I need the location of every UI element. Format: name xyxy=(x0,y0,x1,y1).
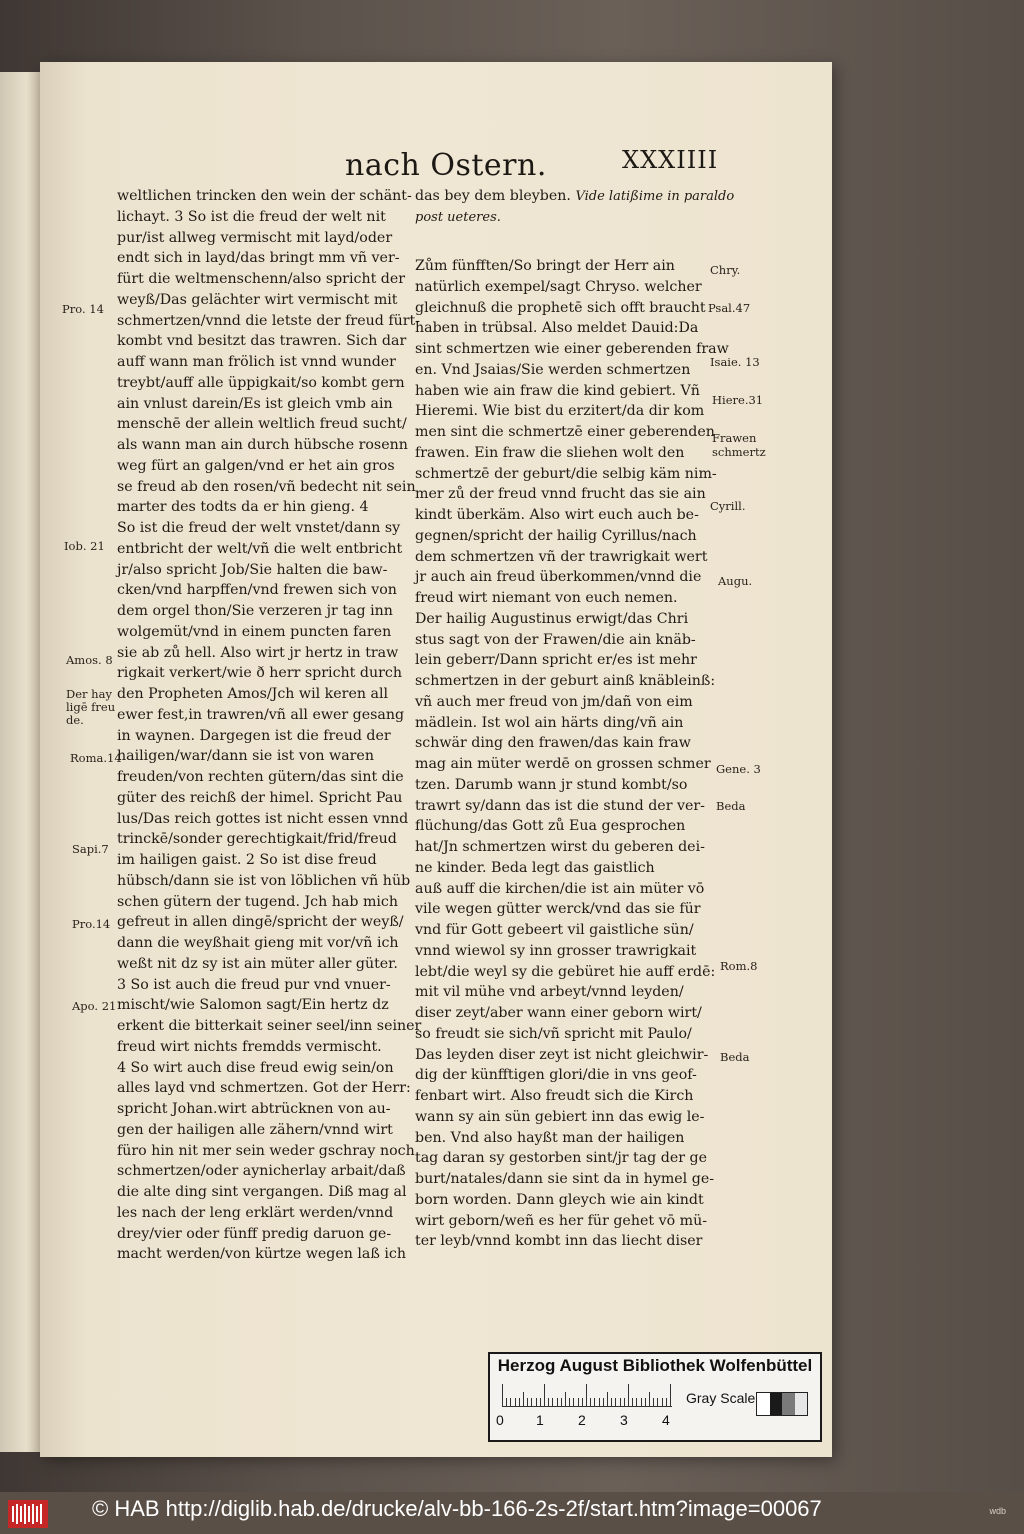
text-line: den Propheten Amos/Jch wil keren all xyxy=(117,686,389,702)
text-line: cken/vnd harpffen/vnd frewen sich von xyxy=(117,582,397,599)
right-text-column xyxy=(415,256,729,1252)
ruler-tick xyxy=(582,1398,583,1406)
text-line: natürlich exempel/sagt Chryso. welcher xyxy=(415,278,702,295)
text-line: freud wirt niemant von euch nemen. xyxy=(415,590,678,606)
ruler-tick xyxy=(527,1398,528,1406)
text-line: endt sich in layd/das bringt mm vñ ver- xyxy=(117,250,400,267)
text-line: menschē der allein weltlich freud sucht/ xyxy=(117,416,407,433)
text-line: dem schmertzen vñ der trawrigkait wert xyxy=(415,548,708,565)
text-line: im hailigen gaist. 2 So ist dise freud xyxy=(117,852,377,868)
margin-note: Isaie. 13 xyxy=(710,355,760,369)
text-line: als wann man ain durch hübsche rosenn xyxy=(117,437,408,453)
text-line: mischt/wie Salomon sagt/Ein hertz dz xyxy=(117,997,389,1014)
ruler-tick xyxy=(636,1398,637,1406)
margin-note: Roma.14 xyxy=(70,751,122,765)
library-name: Herzog August Bibliothek Wolfenbüttel xyxy=(497,1356,813,1375)
text-line: born worden. Dann gleych wie ain kindt xyxy=(415,1191,704,1208)
library-badge xyxy=(488,1352,822,1442)
text-line: vnnd wiewol sy inn grosser trawrigkait xyxy=(415,942,697,959)
text-line: die alte ding sint vergangen. Diß mag al xyxy=(117,1184,407,1200)
ruler-tick xyxy=(590,1398,591,1406)
margin-note: Pro.14 xyxy=(72,917,111,931)
text-line: Hieremi. Wie bist du erzitert/da dir kom xyxy=(415,403,705,420)
ruler-tick xyxy=(657,1398,658,1406)
ruler-number: 4 xyxy=(662,1412,670,1428)
text-line: ne kinder. Beda legt das gaistlich xyxy=(415,859,655,876)
ruler-tick xyxy=(607,1392,608,1406)
text-line: dem orgel thon/Sie verzeren jr tag inn xyxy=(117,603,393,619)
ruler-tick xyxy=(502,1384,503,1406)
gray-scale-label: Gray Scale xyxy=(686,1390,756,1406)
text-line: weltlichen trincken den wein der schänt- xyxy=(117,188,412,204)
text-line: fürt die weltmenschenn/also spricht der xyxy=(117,271,406,287)
ruler-tick xyxy=(573,1398,574,1406)
margin-note: Chry. xyxy=(710,263,741,277)
text-line: schmertzen/vnnd die letste der freud fürt- xyxy=(117,312,421,329)
text-line: weg fürt an galgen/vnd er het ain gros xyxy=(117,457,395,474)
text-line: füro hin nit mer sein weder gschray noch xyxy=(117,1142,415,1159)
text-line: stus sagt von der Frawen/die ain knäb- xyxy=(415,631,696,648)
ruler-tick xyxy=(615,1398,616,1406)
ruler-tick xyxy=(611,1398,612,1406)
margin-note: de. xyxy=(66,713,84,727)
margin-note: Beda xyxy=(716,799,746,813)
text-line: en. Vnd Jsaias/Sie werden schmertzen xyxy=(415,361,691,378)
text-line: So ist die freud der welt vnstet/dann sy xyxy=(117,520,401,536)
text-line: jr/also spricht Job/Sie halten die baw- xyxy=(117,561,388,578)
ruler-tick xyxy=(662,1398,663,1406)
footer-bar xyxy=(0,1492,1024,1534)
margin-note: Hiere.31 xyxy=(712,393,764,407)
text-line: fenbart wirt. Also freudt sich die Kirch xyxy=(415,1088,694,1104)
text-line: gleichnuß die prophetē sich offt braucht xyxy=(415,299,706,316)
ruler-number: 0 xyxy=(496,1412,504,1428)
page-heading: nach Ostern. xyxy=(345,148,547,183)
margin-note: Pro. 14 xyxy=(62,302,104,316)
text-line: entbricht der welt/vñ die welt entbricht xyxy=(117,540,403,557)
text-line: haben in trübsal. Also meldet Dauid:Da xyxy=(415,320,699,337)
text-line: rigkait verkert/wie ð herr spricht durch xyxy=(117,665,402,682)
text-line: trawrt sy/dann das ist die stund der ver- xyxy=(415,797,705,814)
text-line: hailigen/war/dann sie ist von waren xyxy=(117,748,374,765)
text-line: wirt geborn/weñ es her für gehet vō mü- xyxy=(415,1212,708,1229)
margin-note: Der hay xyxy=(66,687,112,701)
text-line: les nach der leng erklärt werden/vnnd xyxy=(117,1204,394,1221)
hab-logo-icon xyxy=(8,1500,48,1528)
text-line: flüchung/das Gott zů Eua gesprochen xyxy=(415,818,686,835)
text-line: mädlein. Ist wol ain härts ding/vñ ain xyxy=(415,714,684,731)
text-line: diser zeyt/aber wann einer geborn wirt/ xyxy=(415,1005,702,1021)
ruler-tick xyxy=(536,1398,537,1406)
ruler-tick xyxy=(523,1392,524,1406)
text-line: ain vnlust darein/Es ist gleich vmb ain xyxy=(117,395,393,412)
text-line: drey/vier oder fünff predig daruon ge- xyxy=(117,1225,392,1242)
margin-note: Cyrill. xyxy=(710,499,746,513)
latin-note: Vide latißime in paraldo xyxy=(575,189,735,204)
ruler-tick xyxy=(565,1392,566,1406)
text-line: weßt nit dz sy ist ain müter aller güter. xyxy=(117,955,398,972)
text-line: tzen. Darumb wann jr stund kombt/so xyxy=(415,776,688,793)
text-line: Das leyden diser zeyt ist nicht gleichwir- xyxy=(415,1046,709,1063)
ruler-number: 3 xyxy=(620,1412,628,1428)
text-line: mit vil mühe vnd arbeyt/vnnd leyden/ xyxy=(415,984,684,1001)
text-line: freuden/von rechten gütern/das sint die xyxy=(117,769,404,785)
text-line: wann sy ain sün gebiert inn das ewig le- xyxy=(415,1108,705,1125)
text-line: lus/Das reich gottes ist nicht essen vnnd xyxy=(117,810,409,827)
gray-scale-swatch xyxy=(756,1392,808,1416)
text-line: men sint die schmertzē einer geberenden xyxy=(415,424,715,440)
text-line: so freudt sie sich/vñ spricht mit Paulo/ xyxy=(415,1025,692,1042)
margin-note: Frawen xyxy=(712,431,757,445)
text-line: vñ auch mer freud von jm/dañ von eim xyxy=(415,693,693,710)
text-line: tag daran sy gestorben sint/jr tag der ge xyxy=(415,1150,708,1167)
text-line: weyß/Das gelächter wirt vermischt mit xyxy=(117,291,398,308)
margin-note: Iob. 21 xyxy=(64,539,105,553)
text-line: treybt/auff alle üppigkait/so kombt gern xyxy=(117,374,405,391)
text-line: auß auff die kirchen/die ist ain müter vō xyxy=(415,880,705,897)
text-line: macht werden/von kürtze wegen laß ich xyxy=(117,1246,406,1263)
text-line: gen der hailigen alle zähern/vnnd wirt xyxy=(117,1121,393,1138)
ruler-tick xyxy=(603,1398,604,1406)
ruler-tick xyxy=(578,1398,579,1406)
ruler-tick xyxy=(641,1398,642,1406)
left-text-column xyxy=(117,186,421,1265)
latin-note-2: post ueteres. xyxy=(415,210,501,225)
ruler-tick xyxy=(548,1398,549,1406)
text-line: pur/ist allweg vermischt mit layd/oder xyxy=(117,229,393,246)
ruler-tick xyxy=(624,1398,625,1406)
margin-note: ligē freu xyxy=(66,700,116,714)
text-line: ter leyb/vnnd kombt inn das liecht diser xyxy=(415,1233,703,1250)
margin-note: Gene. 3 xyxy=(716,762,761,776)
text-line: ewer fest,in trawren/vñ all ewer gesang xyxy=(117,706,405,723)
previous-page-edge xyxy=(0,72,44,1452)
text-line: hübsch/dann sie ist von löblichen vñ hüb xyxy=(117,872,411,889)
measurement-ruler xyxy=(502,1384,672,1407)
text-line: schen gütern der tugend. Jch hab mich xyxy=(117,893,399,910)
ruler-number: 1 xyxy=(536,1412,544,1428)
text-line: schmertzē der geburt/die selbig käm nim- xyxy=(415,465,717,482)
text-line: sie ab zů hell. Also wirt jr hertz in traw xyxy=(117,644,399,661)
text-line: gefreut in allen dingē/spricht der weyß/ xyxy=(117,914,404,931)
text-line: sint schmertzen wie einer geberenden fraw xyxy=(415,341,729,357)
text-line: se freud ab den rosen/vñ bedecht nit sein xyxy=(117,478,416,495)
text-line: marter des todts da er hin gieng. 4 xyxy=(117,499,369,516)
footer-copyright-url[interactable]: © HAB http://diglib.hab.de/drucke/alv-bb-166-2s-2f/start.htm?image=00067 xyxy=(92,1496,822,1521)
ruler-tick xyxy=(666,1398,667,1406)
text-line: spricht Johan.wirt abtrücknen von au- xyxy=(117,1101,391,1117)
text-line: alles layd vnd schmertzen. Got der Herr: xyxy=(117,1080,411,1097)
margin-note: Sapi.7 xyxy=(72,842,109,856)
ruler-tick xyxy=(645,1398,646,1406)
margin-note: Apo. 21 xyxy=(72,999,117,1013)
text-line: frawen. Ein fraw die sliehen wolt den xyxy=(415,444,685,461)
text-line: haben wie ain fraw die kind gebiert. Vñ xyxy=(415,382,700,399)
text-line: schmertzen in der geburt ainß knäbleinß: xyxy=(415,673,716,689)
text-line: mag ain müter werdē on grossen schmer xyxy=(415,756,711,772)
text-line: dann die weyßhait gieng mit vor/vñ ich xyxy=(117,935,399,951)
ruler-tick xyxy=(628,1384,629,1406)
ruler-tick xyxy=(649,1392,650,1406)
ruler-tick xyxy=(653,1398,654,1406)
text-line: wolgemüt/vnd in einem puncten faren xyxy=(117,623,392,640)
text-line: freud wirt nichts fremdds vermischt. xyxy=(117,1038,382,1055)
ruler-tick xyxy=(544,1384,545,1406)
text-line: 3 So ist auch die freud pur vnd vnuer- xyxy=(117,976,391,993)
text-line: vnd für Gott gebeert vil gaistliche sün/ xyxy=(415,922,694,938)
margin-note: Amos. 8 xyxy=(66,653,113,667)
ruler-tick xyxy=(599,1398,600,1406)
text-line: Der hailig Augustinus erwigt/das Chri xyxy=(415,610,689,627)
ruler-tick xyxy=(506,1398,507,1406)
margin-note: Augu. xyxy=(718,574,753,588)
ruler-tick xyxy=(586,1384,587,1406)
ruler-tick xyxy=(519,1398,520,1406)
text-line: burt/natales/dann sie sint da in hymel ge- xyxy=(415,1171,715,1187)
ruler-tick xyxy=(561,1398,562,1406)
ruler-tick xyxy=(594,1398,595,1406)
text-line: schwär ding den frawen/das kain fraw xyxy=(415,735,691,752)
text-line: jr auch ain freud überkommen/vnnd die xyxy=(415,569,702,586)
ruler-tick xyxy=(540,1398,541,1406)
text-line: erkent die bitterkait seiner seel/inn seiner xyxy=(117,1018,422,1034)
ruler-tick xyxy=(531,1398,532,1406)
ruler-tick xyxy=(510,1398,511,1406)
text-line: auff wann man frölich ist vnnd wunder xyxy=(117,354,396,370)
text-line: ben. Vnd also hayßt man der hailigen xyxy=(415,1129,685,1146)
text-line: gegnen/spricht der hailig Cyrillus/nach xyxy=(415,527,697,544)
footer-mark: wdb xyxy=(989,1506,1006,1516)
ruler-tick xyxy=(670,1384,671,1406)
right-column-intro xyxy=(415,186,734,228)
ruler-number: 2 xyxy=(578,1412,586,1428)
margin-note: Rom.8 xyxy=(720,959,758,973)
margin-note: schmertz xyxy=(712,445,766,459)
text-line: kindt überkäm. Also wirt euch auch be- xyxy=(415,507,699,523)
text-line: hat/Jn schmertzen wirst du geberen dei- xyxy=(415,839,705,855)
text-line: trinckē/sonder gerechtigkait/frid/freud xyxy=(117,831,397,848)
text-line: Zům fünfften/So bringt der Herr ain xyxy=(415,258,675,274)
text-line: mer zů der freud vnnd frucht das sie ain xyxy=(415,486,706,503)
ruler-tick xyxy=(620,1398,621,1406)
ruler-tick xyxy=(557,1398,558,1406)
text-line: dig der künfftigen glori/die in vns geof- xyxy=(415,1067,697,1084)
text-line: in waynen. Dargegen ist die freud der xyxy=(117,727,391,744)
text-line: lebt/die weyl sy die gebüret hie auff erdē: xyxy=(415,963,716,980)
ruler-tick xyxy=(569,1398,570,1406)
text-line: 4 So wirt auch dise freud ewig sein/on xyxy=(117,1059,394,1076)
margin-note: Psal.47 xyxy=(708,301,751,315)
text-line: güter des reichß der himel. Spricht Pau xyxy=(117,789,403,806)
text-line: schmertzen/oder aynicherlay arbait/daß xyxy=(117,1163,406,1180)
folio-number: XXXIIII xyxy=(622,146,719,174)
ruler-tick xyxy=(632,1398,633,1406)
text-line: vile wegen gütter werck/vnd das sie für xyxy=(415,901,701,918)
text-line: lein geberr/Dann spricht er/es ist mehr xyxy=(415,652,697,669)
ruler-tick xyxy=(552,1398,553,1406)
margin-note: Beda xyxy=(720,1050,750,1064)
text-line: kombt vnd besitzt das trawren. Sich dar xyxy=(117,333,407,350)
ruler-tick xyxy=(515,1398,516,1406)
intro-text: das bey dem bleyben. xyxy=(415,188,571,204)
text-line: lichayt. 3 So ist die freud der welt nit xyxy=(117,208,386,225)
